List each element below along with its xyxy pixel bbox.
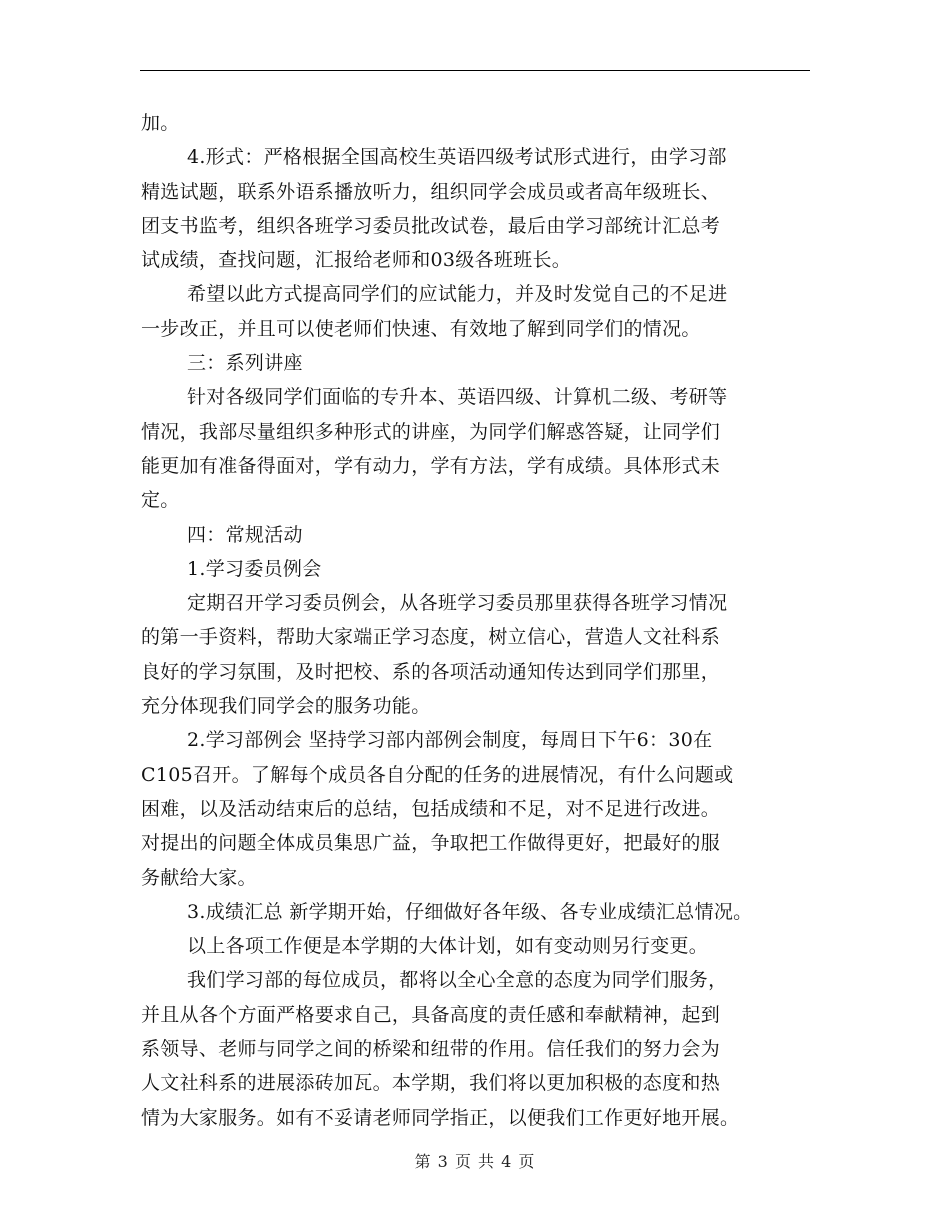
page-footer: 第 3 页 共 4 页 [414,1152,536,1171]
text-line: 并且从各个方面严格要求自己，具备高度的责任感和奉献精神，起到 [141,1003,721,1026]
text-line: 4.形式：严格根据全国高校生英语四级考试形式进行，由学习部 [187,146,727,169]
document-body [141,106,825,1135]
text-line: 能更加有准备得面对，学有动力，学有方法，学有成绩。具体形式未 [141,454,721,477]
text-line: 我们学习部的每位成员，都将以全心全意的态度为同学们服务， [187,969,728,992]
text-line: 针对各级同学们面临的专升本、英语四级、计算机二级、考研等 [187,386,728,409]
text-line: 对提出的问题全体成员集思广益，争取把工作做得更好，把最好的服 [141,832,721,855]
text-line: 四：常规活动 [187,523,303,546]
text-line: 试成绩，查找问题，汇报给老师和03级各班班长。 [141,249,572,272]
text-line: 定期召开学习委员例会，从各班学习委员那里获得各班学习情况 [187,592,728,615]
text-line: 希望以此方式提高同学们的应试能力，并及时发觉自己的不足进 [187,283,728,306]
text-line: 困难，以及活动结束后的总结，包括成绩和不足，对不足进行改进。 [141,797,721,820]
text-line: 定。 [141,489,180,512]
text-line: 3.成绩汇总 新学期开始，仔细做好各年级、各专业成绩汇总情况。 [187,900,753,923]
text-line: 2.学习部例会 坚持学习部内部例会制度，每周日下午6：30在 [187,729,713,752]
text-line: 情为大家服务。如有不妥请老师同学指正，以便我们工作更好地开展。 [141,1106,740,1129]
text-line: 一步改正，并且可以使老师们快速、有效地了解到同学们的情况。 [141,317,701,340]
text-line: C105召开。了解每个成员各自分配的任务的进展情况，有什么问题或 [141,763,734,786]
text-line: 的第一手资料，帮助大家端正学习态度，树立信心，营造人文社科系 [141,626,721,649]
text-line: 加。 [141,112,180,134]
text-line: 情况，我部尽量组织多种形式的讲座，为同学们解惑答疑，让同学们 [141,420,721,443]
text-line: 以上各项工作便是本学期的大体计划，如有变动则另行变更。 [187,935,709,958]
text-line: 良好的学习氛围，及时把校、系的各项活动通知传达到同学们那里， [141,660,721,683]
text-line: 人文社科系的进展添砖加瓦。本学期，我们将以更加积极的态度和热 [141,1072,721,1095]
text-line: 充分体现我们同学会的服务功能。 [141,695,431,718]
text-line: 1.学习委员例会 [187,557,322,580]
text-line: 三：系列讲座 [187,352,303,375]
text-line: 系领导、老师与同学之间的桥梁和纽带的作用。信任我们的努力会为 [141,1038,721,1061]
text-line: 务献给大家。 [141,866,257,889]
text-line: 精选试题，联系外语系播放听力，组织同学会成员或者高年级班长、 [141,180,721,203]
header-rule [140,70,810,71]
text-line: 团支书监考，组织各班学习委员批改试卷，最后由学习部统计汇总考 [141,214,721,237]
